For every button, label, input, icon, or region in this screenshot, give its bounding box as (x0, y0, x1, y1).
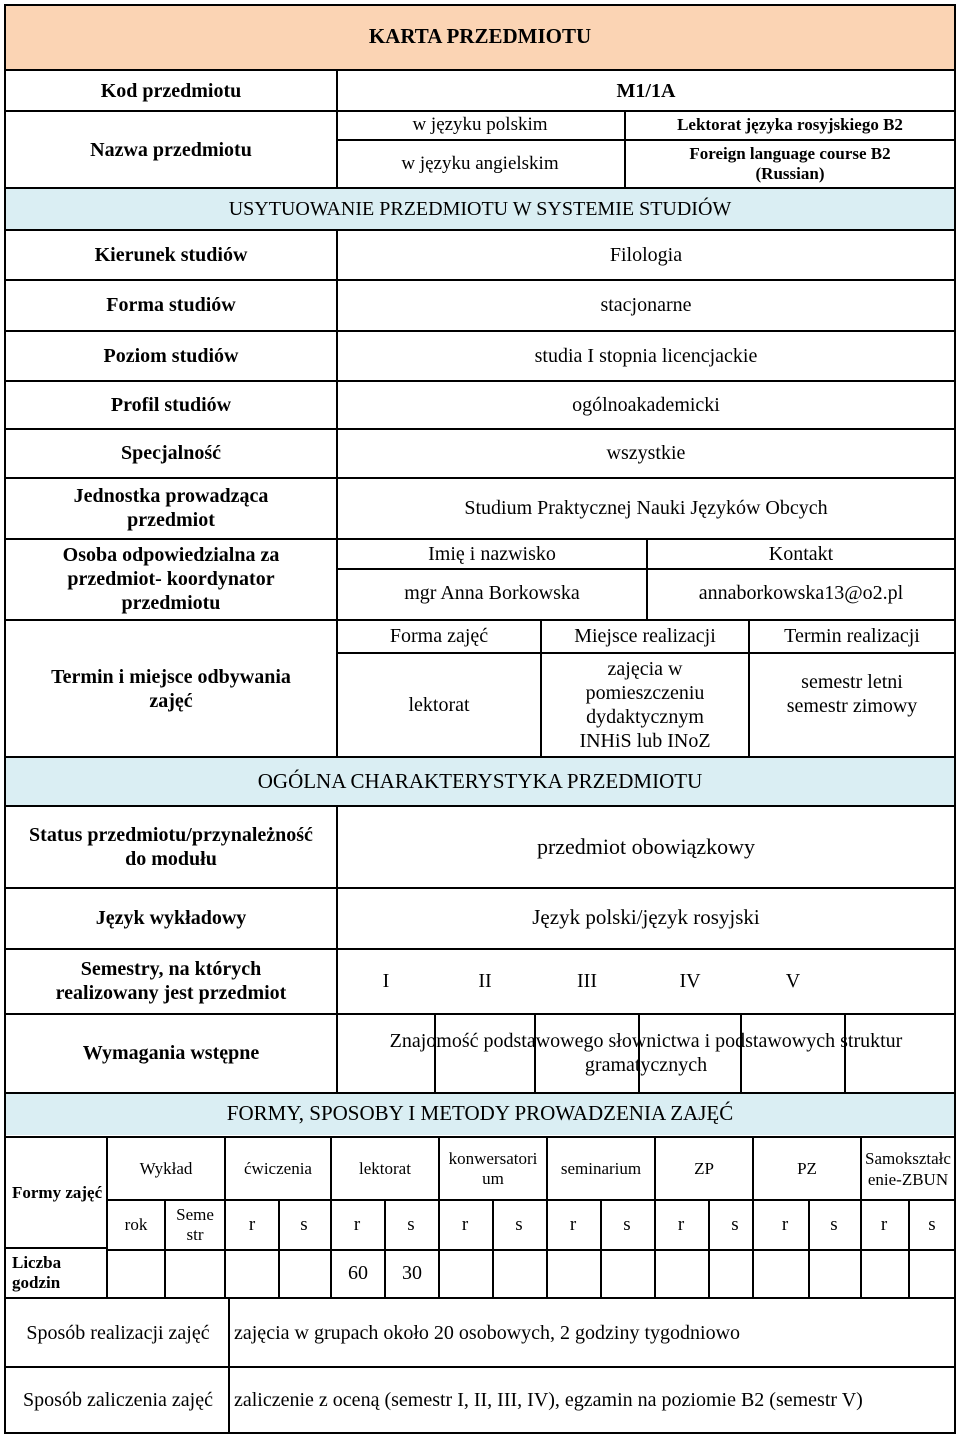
name-label: Nazwa przedmiotu (90, 138, 252, 161)
specialty-value: wszystkie (606, 442, 686, 464)
polish-value: Lektorat języka rosyjskiego B2 (677, 115, 903, 135)
profile-value: ogólnoakademicki (572, 393, 720, 416)
requirements-label: Wymagania wstępne (82, 1042, 260, 1064)
code-value: M1/1A (616, 80, 676, 102)
semester-item: V (785, 970, 801, 992)
type-conversation: konwersatorium (448, 1148, 538, 1188)
type-lecture: Wykład (139, 1158, 193, 1178)
unit-value: Studium Praktycznej Nauki Języków Obcych (464, 497, 828, 519)
language-value: Język polski/język rosyjski (532, 905, 760, 930)
term-header: Termin realizacji (784, 625, 920, 647)
hours-s-header: s (830, 1213, 838, 1235)
place-header: Miejsce realizacji (574, 625, 716, 647)
profile-label: Profil studiów (110, 393, 232, 416)
hours-label: Liczba godzin (12, 1252, 62, 1292)
type-self-study: Samokształcenie-ZBUN (865, 1148, 951, 1189)
coordinator-email[interactable]: annaborkowska13@o2.pl (698, 582, 904, 604)
study-form-value: stacjonarne (600, 294, 692, 316)
form-value: lektorat (408, 694, 470, 716)
status-label: Status przedmiotu/przynależność do modułu (29, 824, 313, 870)
hours-r-header: r (248, 1213, 256, 1235)
method-label: Sposób realizacji zajęć (26, 1321, 210, 1344)
forms-heading: FORMY, SPOSOBY I METODY PROWADZENIA ZAJĘĆ (226, 1101, 734, 1126)
semestr-label: Semestr (176, 1204, 214, 1244)
hours-s-header: s (928, 1213, 936, 1235)
study-level-value: studia I stopnia licencjackie (534, 344, 758, 367)
form-header: Forma zajęć (389, 625, 489, 647)
unit-label: Jednostka prowadząca przedmiot (73, 485, 269, 531)
grid-line (4, 756, 956, 758)
type-pz: PZ (797, 1158, 817, 1178)
semester-item: IV (679, 970, 701, 992)
grid-line (4, 187, 956, 189)
grid-line (4, 805, 956, 807)
hours-r-header: r (353, 1213, 361, 1235)
assessment-value: zaliczenie z oceną (semestr I, II, III, IV), egzamin na poziomie B2 (semestr V) (234, 1389, 863, 1411)
semesters-label: Semestry, na których realizowany jest przedmiot (55, 958, 287, 1004)
hours-s-value: 30 (402, 1262, 422, 1284)
name-header: Imię i nazwisko (428, 542, 556, 565)
hours-s-header: s (731, 1213, 739, 1235)
coordinator-label: Osoba odpowiedzialna za przedmiot- koordynator przedmiotu (62, 544, 280, 614)
term-value: semestr letni semestr zimowy (786, 671, 918, 717)
field-label: Kierunek studiów (94, 243, 248, 266)
hours-s-header: s (407, 1213, 415, 1235)
study-level-label: Poziom studiów (103, 344, 239, 367)
page-title: KARTA PRZEDMIOTU (368, 24, 592, 49)
semester-item: II (478, 970, 492, 992)
semester-item: III (577, 970, 597, 992)
code-label: Kod przedmiotu (100, 80, 242, 102)
contact-header: Kontakt (768, 542, 834, 565)
semester-item: I (382, 970, 390, 992)
type-exercises: ćwiczenia (244, 1158, 312, 1178)
hours-s-header: s (623, 1213, 631, 1235)
grid-line (4, 1136, 956, 1138)
hours-r-value: 60 (348, 1262, 368, 1284)
hours-s-header: s (300, 1213, 308, 1235)
rok-label: rok (124, 1214, 148, 1234)
polish-label: w języku polskim (412, 114, 548, 136)
hours-r-header: r (677, 1213, 685, 1235)
english-value: Foreign language course B2 (Russian) (689, 143, 891, 183)
grid-line (4, 4, 956, 6)
grid-line (4, 69, 956, 71)
requirements-value: Znajomość podstawowego słownictwa i podstawowych struktur gramatycznych (389, 1030, 903, 1076)
coordinator-name: mgr Anna Borkowska (404, 582, 580, 604)
assessment-label: Sposób zaliczenia zajęć (23, 1389, 213, 1411)
grid-line (4, 1432, 956, 1434)
hours-r-header: r (569, 1213, 577, 1235)
hours-r-header: r (880, 1213, 888, 1235)
specialty-label: Specjalność (121, 442, 221, 464)
type-seminar: seminarium (560, 1158, 642, 1178)
hours-s-header: s (515, 1213, 523, 1235)
study-form-label: Forma studiów (106, 294, 236, 316)
placement-heading: USYTUOWANIE PRZEDMIOTU W SYSTEMIE STUDIÓW (228, 198, 732, 220)
general-heading: OGÓLNA CHARAKTERYSTYKA PRZEDMIOTU (257, 769, 703, 794)
type-lektorat: lektorat (359, 1158, 411, 1178)
language-label: Język wykładowy (95, 907, 247, 929)
schedule-label: Termin i miejsce odbywania zajęć (51, 665, 291, 712)
english-label: w języku angielskim (401, 152, 559, 174)
type-zp: ZP (694, 1158, 714, 1178)
field-value: Filologia (609, 243, 683, 266)
method-value: zajęcia w grupach około 20 osobowych, 2 godziny tygodniowo (234, 1321, 741, 1344)
grid-line (336, 139, 956, 141)
place-value: zajęcia w pomieszczeniu dydaktycznym INHiS lub INoZ (579, 658, 711, 752)
forms-label: Formy zajęć (12, 1182, 103, 1202)
hours-r-header: r (461, 1213, 469, 1235)
status-value: przedmiot obowiązkowy (536, 833, 756, 859)
grid-line (106, 1249, 956, 1251)
hours-r-header: r (781, 1213, 789, 1235)
